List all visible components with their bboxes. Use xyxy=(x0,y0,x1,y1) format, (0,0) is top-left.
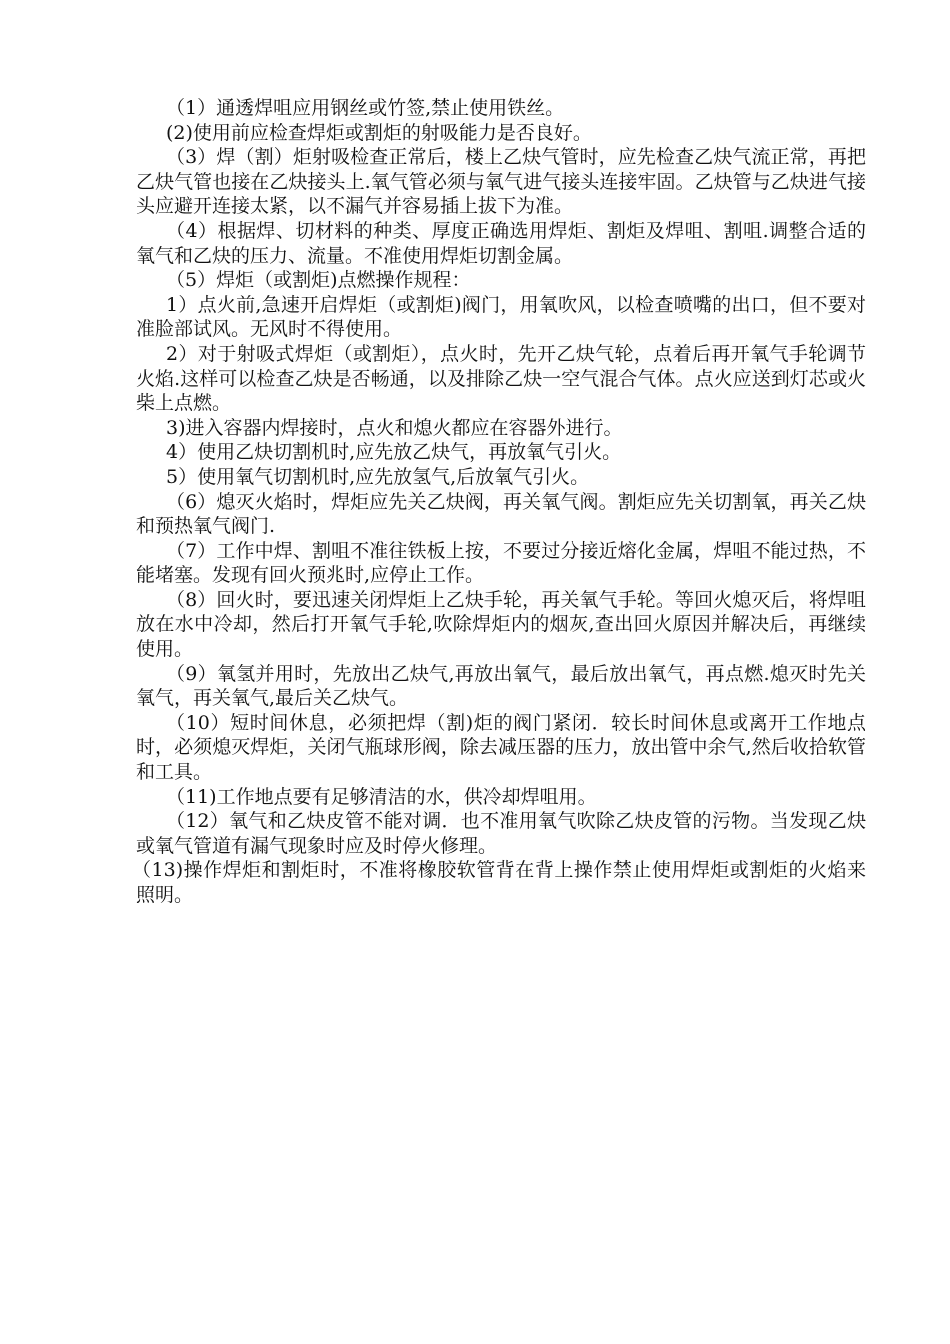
paragraph-5-step-4: 4）使用乙炔切割机时,应先放乙炔气，再放氧气引火。 xyxy=(166,441,622,464)
paragraph-11: （11)工作地点要有足够清洁的水，供冷却焊咀用。 xyxy=(166,785,597,808)
paragraph-5-step-3: 3)进入容器内焊接时，点火和熄火都应在容器外进行。 xyxy=(166,416,623,439)
paragraph-1: （1）通透焊咀应用钢丝或竹签,禁止使用铁丝。 xyxy=(166,97,565,119)
paragraph-13: （13)操作焊炬和割炬时，不准将橡胶软管背在背上操作禁止使用焊炬或割炬的火焰来照明。 xyxy=(132,859,866,906)
paragraph-4: （4）根据焊、切材料的种类、厚度正确选用焊炬、割炬及焊咀、割咀.调整合适的氧气和乙炔的压力、流量。不准使用焊炬切割金属。 xyxy=(136,219,866,267)
paragraph-5: （5）焊炬（或割炬)点燃操作规程： xyxy=(166,269,471,292)
paragraph-7: （7）工作中焊、割咀不准往铁板上按，不要过分接近熔化金属，焊咀不能过热，不能堵塞。发现有回火预兆时,应停止工作。 xyxy=(136,539,866,587)
paragraph-5-step-1: 1）点火前,急速开启焊炬（或割炬)阀门，用氧吹风，以检查喷嘴的出口，但不要对准脸部试风。无风时不得使用。 xyxy=(136,293,866,341)
paragraph-6: （6）熄灭火焰时，焊炬应先关乙炔阀，再关氧气阀。割炬应先关切割氧，再关乙炔和预热氧气阀门. xyxy=(136,490,866,538)
paragraph-10: （10）短时间休息，必须把焊（割)炬的阀门紧闭．较长时间休息或离开工作地点时，必须熄灭焊炬，关闭气瓶球形阀，除去减压器的压力，放出管中余气,然后收拾软管和工具。 xyxy=(136,711,866,784)
paragraph-5-step-5: 5）使用氧气切割机时,应先放氢气,后放氧气引火。 xyxy=(166,465,590,488)
paragraph-12: （12）氧气和乙炔皮管不能对调．也不准用氧气吹除乙炔皮管的污物。当发现乙炔或氧气管道有漏气现象时应及时停火修理。 xyxy=(136,810,866,857)
paragraph-2: (2)使用前应检查焊炬或割炬的射吸能力是否良好。 xyxy=(166,121,592,144)
paragraph-9: （9）氧氢并用时，先放出乙炔气,再放出氧气，最后放出氧气，再点燃.熄灭时先关氧气，再关氧气,最后关乙炔气。 xyxy=(136,662,866,710)
document-body xyxy=(132,96,866,908)
paragraph-3: （3）焊（割）炬射吸检查正常后，楼上乙炔气管时，应先检查乙炔气流正常，再把乙炔气管也接在乙炔接头上.氧气管必须与氧气进气接头连接牢固。乙炔管与乙炔进气接头应避开连接太紧，以不漏气并容易插上拔下为准。 xyxy=(136,146,866,218)
paragraph-5-step-2: 2）对于射吸式焊炬（或割炬），点火时，先开乙炔气轮，点着后再开氧气手轮调节火焰.这样可以检查乙炔是否畅通，以及排除乙炔一空气混合气体。点火应送到灯芯或火柴上点燃。 xyxy=(136,342,866,415)
paragraph-8: （8）回火时，要迅速关闭焊炬上乙炔手轮，再关氧气手轮。等回火熄灭后，将焊咀放在水中冷却，然后打开氧气手轮,吹除焊炬内的烟灰,查出回火原因并解决后，再继续使用。 xyxy=(136,588,866,661)
